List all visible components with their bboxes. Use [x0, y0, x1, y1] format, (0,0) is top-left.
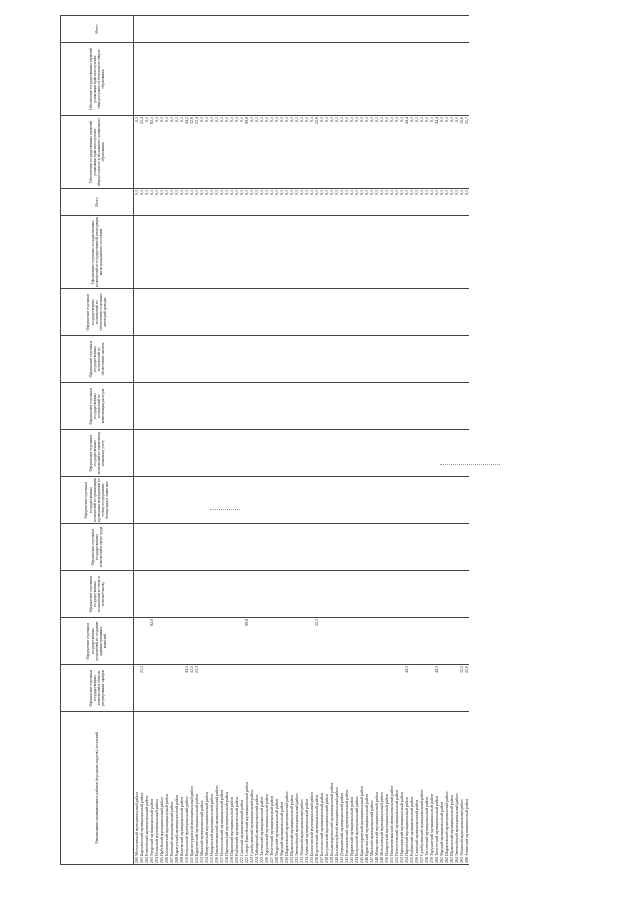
value-cell: 0,1: [304, 189, 309, 216]
value-cell: 0,1: [224, 189, 229, 216]
value-cell: 0,1: [439, 189, 444, 216]
value-cell: 0,1: [214, 189, 219, 216]
value-cell: 0,1: [199, 189, 204, 216]
value-cell: 0,1: [209, 116, 214, 189]
value-cell: 0,1: [329, 116, 334, 189]
value-cell: 0,1: [419, 116, 424, 189]
column-header: Обеспечение государственных гарантий реализации прав на получение общедоступного и бесплатного дошкольного образования: [61, 116, 134, 189]
value-cell: 0,1: [354, 116, 359, 189]
value-cell: 0,1: [399, 189, 404, 216]
value-cell: 0,1: [204, 189, 209, 216]
value-cell: 0,1: [299, 189, 304, 216]
row-name-cell: 213 Манский муниципальный район: [199, 712, 204, 865]
value-cell: 0,1: [309, 189, 314, 216]
row-name-cell: 242 Емельяновский муниципальный район: [344, 712, 349, 865]
value-cell: 44,4: [404, 116, 409, 189]
value-cell: 82,0: [149, 618, 154, 665]
row-name-cell: 244 Козульский муниципальный район: [354, 712, 359, 865]
row-name-cell: 202 Енисейский муниципальный район: [144, 712, 149, 865]
value-cell: 44,4: [434, 116, 439, 189]
value-cell: 44,1: [184, 665, 189, 712]
row-name-cell: 215 Назаровский муниципальный район: [209, 712, 214, 865]
value-cell: 0,1: [394, 116, 399, 189]
value-cell: 0,1: [249, 116, 254, 189]
value-cell: 0,1: [429, 116, 434, 189]
value-cell: 0,1: [219, 189, 224, 216]
value-cell: 0,1: [309, 116, 314, 189]
value-cell: 0,1: [374, 189, 379, 216]
row-name-cell: 205 Ирбейский муниципальный район: [159, 712, 164, 865]
value-cell: 0,1: [269, 189, 274, 216]
value-cell: 0,1: [414, 189, 419, 216]
row-name-cell: 259 Туруханский муниципальный район: [429, 712, 434, 865]
value-cell: 0,1: [174, 189, 179, 216]
value-cell: 23,4: [194, 116, 199, 189]
row-name-cell: 211 Краснотуранский муниципальный район: [189, 712, 194, 865]
value-cell: 0,1: [339, 116, 344, 189]
row-name-cell: 234 Ачинский муниципальный район: [304, 712, 309, 865]
value-cell: 0,1: [194, 189, 199, 216]
row-name-cell: 265 Абанский муниципальный район: [459, 712, 464, 865]
column-header: Итого: [61, 189, 134, 216]
row-name-cell: 239 Большемуртинский муниципальный район: [329, 712, 334, 865]
row-name-cell: 266 Ачинский муниципальный район: [464, 712, 469, 865]
value-cell: 44,3: [434, 665, 439, 712]
value-cell: 0,1: [444, 189, 449, 216]
value-cell: 0,1: [134, 189, 140, 216]
row-name-cell: 227 Тюхтетский муниципальный район: [269, 712, 274, 865]
value-cell: 0,1: [324, 189, 329, 216]
value-cell: 99,9: [244, 116, 249, 189]
value-cell: 0,1: [144, 189, 149, 216]
row-name-cell: 224 Таймырский муниципальный район: [254, 712, 259, 865]
row-name-cell: 245 Краснотуранский муниципальный район: [359, 712, 364, 865]
value-cell: 0,1: [449, 189, 454, 216]
row-name-cell: 225 Тасеевский муниципальный район: [259, 712, 264, 865]
column-header: Итого: [61, 16, 134, 43]
table-body: [134, 16, 470, 865]
row-name-cell: 204 Иланский муниципальный район: [154, 712, 159, 865]
value-cell: 0,1: [254, 189, 259, 216]
value-cell: 0,1: [319, 116, 324, 189]
row-name-cell: 206 Казачинский муниципальный район: [164, 712, 169, 865]
value-cell: 0,1: [274, 189, 279, 216]
value-cell: 0,1: [409, 189, 414, 216]
value-cell: 0,1: [274, 116, 279, 189]
value-cell: 0,1: [439, 116, 444, 189]
value-cell: 0,1: [359, 116, 364, 189]
table-header: [61, 16, 134, 865]
row-name-cell: 253 Партизанский муниципальный район: [399, 712, 404, 865]
row-name-cell: 209 Кежемский муниципальный район: [179, 712, 184, 865]
row-name-cell: 250 Назаровский муниципальный район: [384, 712, 389, 865]
value-cell: 0,1: [454, 116, 459, 189]
value-cell: 0,1: [169, 189, 174, 216]
row-name-cell: 214 Минусинский муниципальный район: [204, 712, 209, 865]
value-cell: 0,1: [449, 116, 454, 189]
row-name-cell: 207 Канский муниципальный район: [169, 712, 174, 865]
value-cell: 0,1: [134, 116, 140, 189]
value-cell: [464, 618, 469, 665]
row-name-cell: 263 Шушенский муниципальный район: [449, 712, 454, 865]
value-cell: 0,1: [459, 189, 464, 216]
value-cell: 0,1: [409, 116, 414, 189]
value-cell: 0,1: [149, 189, 154, 216]
value-cell: 0,1: [454, 189, 459, 216]
value-cell: 0,1: [144, 116, 149, 189]
value-cell: 12,5: [189, 665, 194, 712]
value-cell: 0,1: [374, 116, 379, 189]
data-table: [60, 15, 469, 865]
row-name-cell: 226 Туруханский муниципальный район: [264, 712, 269, 865]
value-cell: 0,1: [239, 189, 244, 216]
value-cell: 0,1: [364, 116, 369, 189]
value-cell: 0,1: [464, 189, 469, 216]
value-cell: 0,1: [159, 116, 164, 189]
value-cell: 0,1: [264, 116, 269, 189]
row-name-cell: 203 Ужурский муниципальный район: [149, 712, 154, 865]
row-name-cell: 241 Дзержинский муниципальный район: [339, 712, 344, 865]
row-name-cell: 254 Пировский муниципальный район: [404, 712, 409, 865]
row-name-cell: 217 Новоселовский муниципальный район: [219, 712, 224, 865]
row-name-cell: 212 Курагинский муниципальный район: [194, 712, 199, 865]
row-name-cell: 249 Мотыгинский муниципальный район: [379, 712, 384, 865]
value-cell: 0,1: [354, 189, 359, 216]
value-cell: 0,1: [214, 116, 219, 189]
value-cell: [464, 430, 469, 477]
value-cell: 0,1: [179, 189, 184, 216]
table-row: [464, 16, 469, 865]
row-name-cell: 229 Уярский муниципальный район: [279, 712, 284, 865]
value-cell: 0,1: [269, 116, 274, 189]
column-header: Оформление отдельных государственных полномочий по организации проведения мероприятий по отлову и содержанию безнадзорных животных: [61, 477, 134, 524]
value-cell: 0,1: [174, 116, 179, 189]
column-header: Оформление отдельных государственных полномочий по первичному воинскому учету: [61, 430, 134, 477]
row-name-cell: 223 Сухобузимский муниципальный район: [249, 712, 254, 865]
column-header: Оформление отдельных государственных полномочий в сфере труда: [61, 524, 134, 571]
value-cell: 0,1: [139, 189, 144, 216]
value-cell: 0,1: [249, 189, 254, 216]
value-cell: 0,1: [369, 116, 374, 189]
value-cell: 99,8: [244, 618, 249, 665]
value-cell: 0,1: [154, 116, 159, 189]
row-name-cell: 251 Нижнеингашский муниципальный район: [389, 712, 394, 865]
value-cell: 0,1: [399, 116, 404, 189]
value-cell: 0,1: [204, 116, 209, 189]
value-cell: [464, 16, 469, 43]
column-header: Оформление отдельных государственных полномочий по государственной регистрации актов гражданского состояния: [61, 216, 134, 289]
row-name-cell: 260 Тюхтетский муниципальный район: [434, 712, 439, 865]
value-cell: 0,1: [339, 189, 344, 216]
column-header: Обеспечение государственных гарантий реализации прав на получение общедоступного и бесплатного общего образования: [61, 43, 134, 116]
row-name-cell: 228 Ужурский муниципальный район: [274, 712, 279, 865]
value-cell: [464, 524, 469, 571]
row-name-cell: 200 Мотыгинский муниципальный район: [134, 712, 140, 865]
value-cell: 0,1: [244, 189, 249, 216]
value-cell: 0,1: [284, 116, 289, 189]
value-cell: 21,6: [464, 665, 469, 712]
value-cell: 0,1: [379, 116, 384, 189]
value-cell: 0,1: [229, 116, 234, 189]
column-header: Оформление отдельных государственных полномочий по обеспечению отдельных категорий граждан: [61, 289, 134, 336]
value-cell: 0,1: [369, 189, 374, 216]
value-cell: 0,1: [289, 116, 294, 189]
value-cell: 0,1: [434, 189, 439, 216]
value-cell: [464, 477, 469, 524]
row-name-cell: 255 Рыбинский муниципальный район: [409, 712, 414, 865]
value-cell: 0,1: [254, 116, 259, 189]
value-cell: 0,1: [294, 116, 299, 189]
column-header: Оформление отдельных государственных полномочий по опеке и попечительству: [61, 571, 134, 618]
row-name-cell: 264 Эвенкийский муниципальный район: [454, 712, 459, 865]
value-cell: 0,1: [179, 116, 184, 189]
value-cell: 0,1: [344, 189, 349, 216]
value-cell: 22,6: [314, 116, 319, 189]
value-cell: [464, 571, 469, 618]
scan-mark: [440, 464, 500, 465]
scan-mark: [210, 509, 240, 510]
row-name-cell: 233 Абанский муниципальный район: [299, 712, 304, 865]
value-cell: 0,1: [334, 116, 339, 189]
value-cell: 0,1: [209, 189, 214, 216]
value-cell: 0,1: [189, 189, 194, 216]
value-cell: 82,1: [149, 116, 154, 189]
value-cell: 0,1: [294, 189, 299, 216]
value-cell: 0,1: [419, 189, 424, 216]
value-cell: 21,3: [139, 665, 144, 712]
value-cell: 0,1: [314, 189, 319, 216]
value-cell: 0,1: [264, 189, 269, 216]
value-cell: 0,1: [184, 189, 189, 216]
column-header: Оформление отдельных государственных полномочий в области регулирования тарифов: [61, 665, 134, 712]
row-name-cell: 218 Партизанский муниципальный район: [224, 712, 229, 865]
row-name-cell: 222 Северо-Енисейский муниципальный район: [244, 712, 249, 865]
value-cell: 12,5: [459, 665, 464, 712]
value-cell: 0,1: [304, 116, 309, 189]
value-cell: 21,4: [139, 116, 144, 189]
row-name-cell: 262 Шарыповский муниципальный район: [444, 712, 449, 865]
row-name-cell: 238 Богучанский муниципальный район: [324, 712, 329, 865]
value-cell: 0,1: [379, 189, 384, 216]
value-cell: 0,1: [414, 116, 419, 189]
value-cell: 0,1: [349, 116, 354, 189]
column-header: Оформление отдельных государственных полномочий по компенсации расходов: [61, 383, 134, 430]
row-name-cell: 201 Бирилюсский муниципальный район: [139, 712, 144, 865]
value-cell: 0,1: [394, 189, 399, 216]
value-cell: 0,1: [239, 116, 244, 189]
row-name-cell: 240 Большеулуйский муниципальный район: [334, 712, 339, 865]
value-cell: 0,1: [154, 189, 159, 216]
value-cell: 0,1: [164, 189, 169, 216]
value-cell: [464, 336, 469, 383]
row-name-cell: 243 Идринский муниципальный район: [349, 712, 354, 865]
value-cell: 0,1: [349, 189, 354, 216]
row-name-cell: 231 Шушенский муниципальный район: [289, 712, 294, 865]
value-cell: 0,1: [319, 189, 324, 216]
value-cell: 0,1: [289, 189, 294, 216]
value-cell: 0,1: [234, 116, 239, 189]
value-cell: 23,3: [194, 665, 199, 712]
row-name-cell: 261 Уярский муниципальный район: [439, 712, 444, 865]
row-name-cell: 237 Боготольский муниципальный район: [319, 712, 324, 865]
value-cell: 12,6: [459, 116, 464, 189]
value-cell: 0,1: [329, 189, 334, 216]
value-cell: 0,1: [424, 116, 429, 189]
column-header: Оформление отдельных государственных полномочий по обеспечению жильем: [61, 336, 134, 383]
value-cell: 0,1: [344, 116, 349, 189]
value-cell: 0,1: [219, 116, 224, 189]
row-name-cell: 221 Саянский муниципальный район: [239, 712, 244, 865]
value-cell: [464, 216, 469, 289]
value-cell: 0,1: [169, 116, 174, 189]
value-cell: 0,1: [364, 189, 369, 216]
value-cell: [464, 383, 469, 430]
value-cell: 0,1: [259, 189, 264, 216]
value-cell: 0,1: [159, 189, 164, 216]
value-cell: 12,6: [189, 116, 194, 189]
value-cell: 0,1: [424, 189, 429, 216]
value-cell: 0,1: [404, 189, 409, 216]
row-name-cell: 246 Курагинский муниципальный район: [364, 712, 369, 865]
value-cell: 0,1: [199, 116, 204, 189]
value-cell: [464, 43, 469, 116]
value-cell: 0,1: [229, 189, 234, 216]
row-name-cell: 235 Балахтинский муниципальный район: [309, 712, 314, 865]
value-cell: 22,5: [314, 618, 319, 665]
value-cell: 0,1: [384, 116, 389, 189]
value-cell: [464, 289, 469, 336]
row-name-cell: 219 Пировский муниципальный район: [229, 712, 234, 865]
row-name-cell: 256 Саянский муниципальный район: [414, 712, 419, 865]
value-cell: 0,1: [259, 116, 264, 189]
value-cell: 0,1: [234, 189, 239, 216]
value-cell: 44,3: [404, 665, 409, 712]
row-name-cell: 230 Шарыповский муниципальный район: [284, 712, 289, 865]
row-name-cell: 248 Минусинский муниципальный район: [374, 712, 379, 865]
row-name-cell: 247 Манский муниципальный район: [369, 712, 374, 865]
value-cell: 0,1: [164, 116, 169, 189]
value-cell: 0,1: [279, 116, 284, 189]
column-header: Наименование муниципальных районов (городских округов), поселений: [61, 712, 134, 865]
value-cell: 0,1: [429, 189, 434, 216]
value-cell: 0,1: [324, 116, 329, 189]
value-cell: 0,1: [444, 116, 449, 189]
value-cell: 44,2: [184, 116, 189, 189]
row-name-cell: 220 Рыбинский муниципальный район: [234, 712, 239, 865]
row-name-cell: 258 Тасеевский муниципальный район: [424, 712, 429, 865]
value-cell: 0,1: [384, 189, 389, 216]
row-name-cell: 208 Каратузский муниципальный район: [174, 712, 179, 865]
value-cell: 21,7: [464, 116, 469, 189]
value-cell: 0,1: [389, 189, 394, 216]
column-header: Оформление отдельных государственных полномочий по созданию административных комиссий: [61, 618, 134, 665]
value-cell: 0,1: [389, 116, 394, 189]
value-cell: 0,1: [224, 116, 229, 189]
value-cell: 0,1: [359, 189, 364, 216]
value-cell: 0,1: [334, 189, 339, 216]
row-name-cell: 232 Эвенкийский муниципальный район: [294, 712, 299, 865]
value-cell: 0,1: [299, 116, 304, 189]
row-name-cell: 252 Новоселовский муниципальный район: [394, 712, 399, 865]
row-name-cell: 216 Нижнеингашский муниципальный район: [214, 712, 219, 865]
value-cell: 0,1: [279, 189, 284, 216]
row-name-cell: 257 Сухобузимский муниципальный район: [419, 712, 424, 865]
row-name-cell: 210 Козульский муниципальный район: [184, 712, 189, 865]
value-cell: 0,1: [284, 189, 289, 216]
row-name-cell: 236 Березовский муниципальный район: [314, 712, 319, 865]
